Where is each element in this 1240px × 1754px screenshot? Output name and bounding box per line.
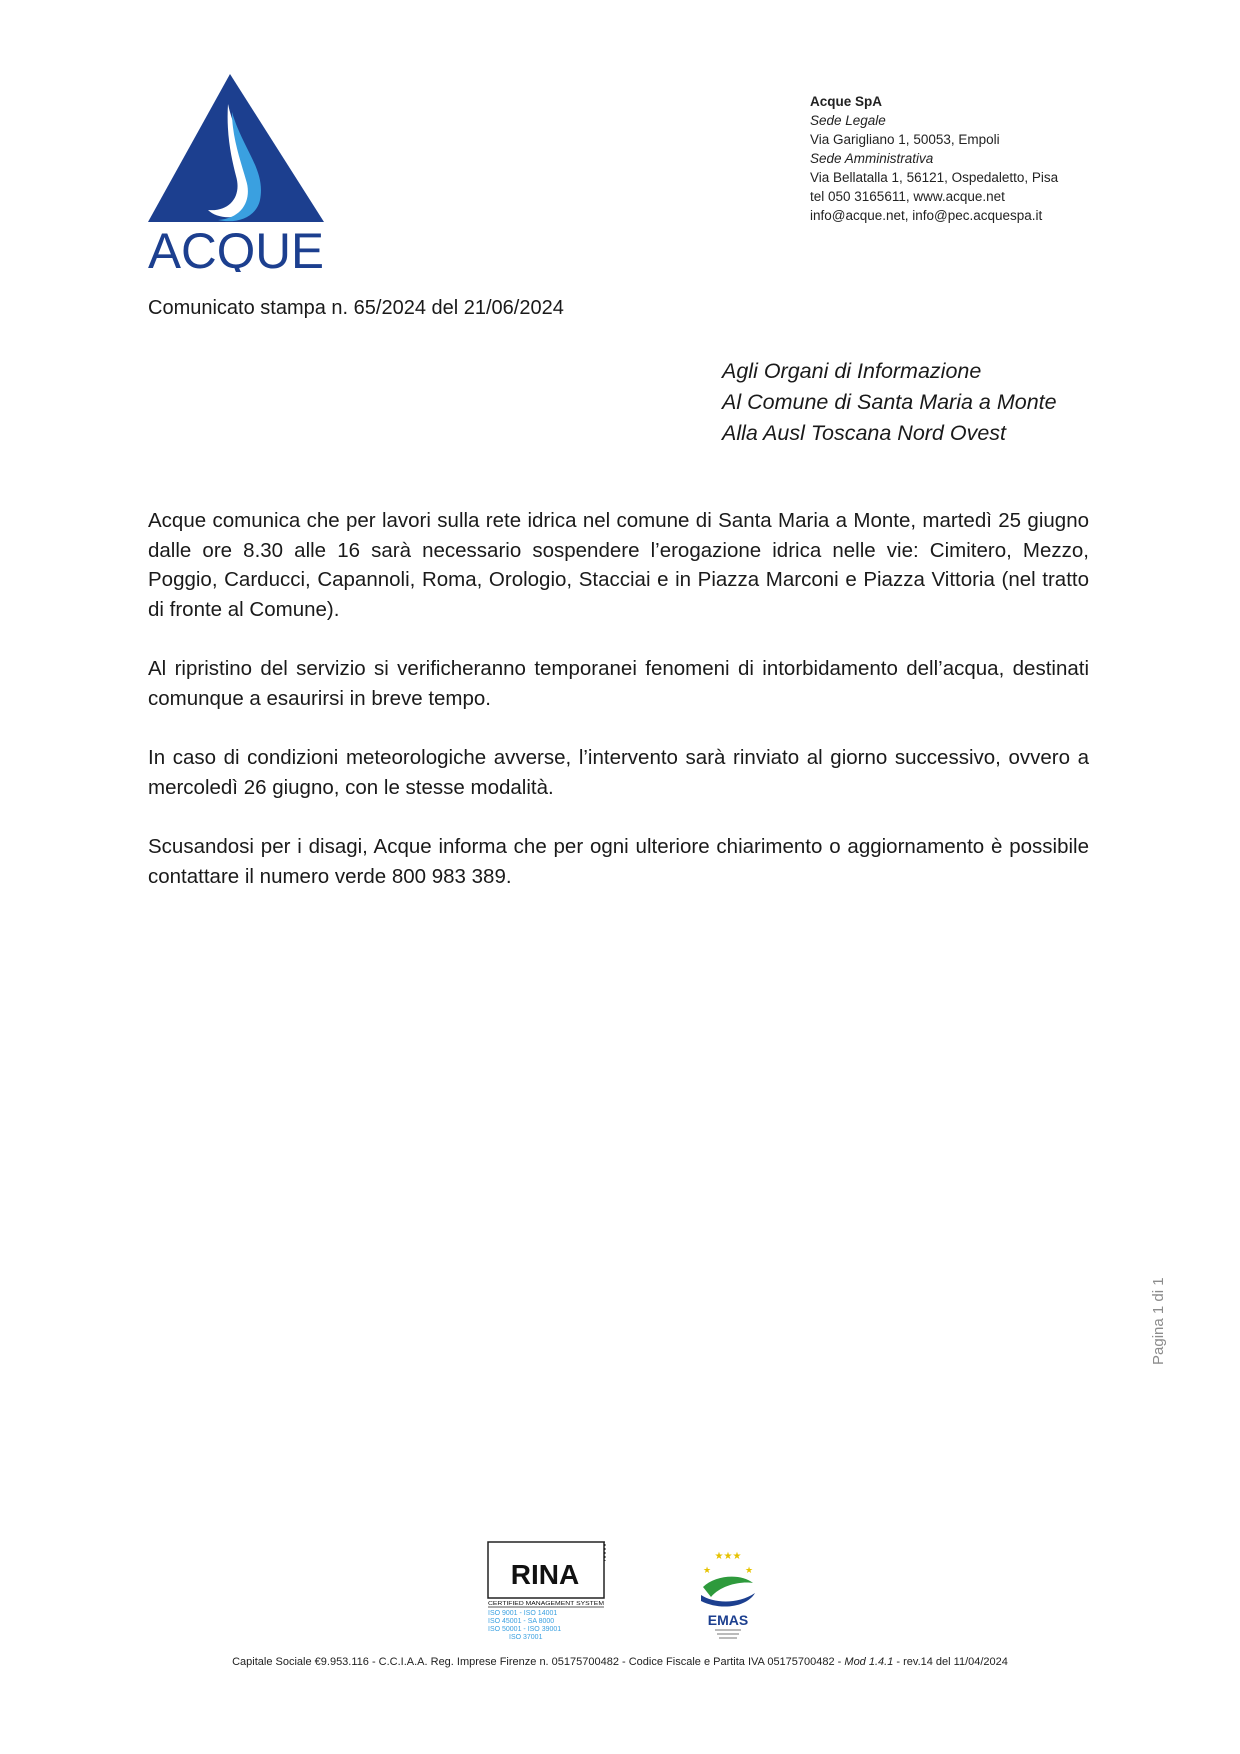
body-paragraph: Al ripristino del servizio si verificheranno temporanei fenomeni di intorbidamento dell’acqua, destinati comunque a esaurirsi in breve tempo. [148,657,1089,710]
emas-logo [693,1545,763,1643]
page-number: Pagina 1 di 1 [1150,1277,1167,1365]
svg-text:ISO 45001 - SA 8000: ISO 45001 - SA 8000 [488,1618,555,1625]
company-contacts: tel 050 3165611, www.acque.net [810,189,1005,204]
rina-certification-logo [487,1541,607,1641]
footer-revision: - rev.14 del 11/04/2024 [893,1656,1008,1668]
logo-wordmark: ACQUE [148,223,324,272]
svg-text:ISO 50001 - ISO 39001: ISO 50001 - ISO 39001 [488,1626,562,1633]
recipient-line: Agli Organi di Informazione [722,359,982,383]
recipient-line: Alla Ausl Toscana Nord Ovest [722,421,1007,445]
svg-text:ISO 37001: ISO 37001 [509,1634,543,1641]
footer-mod: Mod 1.4.1 [844,1656,894,1668]
legal-office-address: Via Garigliano 1, 50053, Empoli [810,132,1000,147]
svg-text:EMAS: EMAS [707,1612,749,1628]
acque-logo [148,72,328,272]
footer [0,1656,1240,1668]
admin-office-address: Via Bellatalla 1, 56121, Ospedaletto, Pisa [810,170,1059,185]
recipient-line: Al Comune di Santa Maria a Monte [722,390,1057,414]
body-paragraph: Acque comunica che per lavori sulla rete idrica nel comune di Santa Maria a Monte, martedì 25 giugno dalle ore 8.30 alle 16 sarà necessario sospendere l’erogazione idrica nelle vie: Cimitero, Mezzo, Poggio, Carducci, Capannoli, Roma, Orologio, Stacciai e in Piazza Marconi e Piazza Vittoria (nel tratto di fronte al Comune). [148,509,1089,621]
svg-text:CERTIFIED MANAGEMENT SYSTEM: CERTIFIED MANAGEMENT SYSTEM [488,1601,605,1607]
footer-legal-text: Capitale Sociale €9.953.116 - C.C.I.A.A. Reg. Imprese Firenze n. 05175700482 - Codice Fiscale e Partita IVA 05175700482 - [232,1656,845,1668]
svg-text:★: ★ [745,1565,754,1575]
body-paragraph: Scusandosi per i disagi, Acque informa che per ogni ulteriore chiarimento o aggiornamento è possibile contattare il numero verde 800 983 389. [148,835,1089,888]
body-paragraph: In caso di condizioni meteorologiche avverse, l’intervento sarà rinviato al giorno successivo, ovvero a mercoledì 26 giugno, con le stesse modalità. [148,746,1089,799]
company-name: Acque SpA [810,94,883,109]
legal-office-label: Sede Legale [810,113,886,128]
svg-text:★: ★ [703,1565,712,1575]
svg-text:★★★: ★★★ [714,1551,742,1562]
press-release-subject: Comunicato stampa n. 65/2024 del 21/06/2024 [148,297,564,319]
recipients-block [722,356,1057,449]
admin-office-label: Sede Amministrativa [810,151,934,166]
company-emails: info@acque.net, info@pec.acquespa.it [810,208,1043,223]
svg-text:RINA: RINA [510,1559,580,1590]
svg-text:ISO 9001 - ISO 14001: ISO 9001 - ISO 14001 [488,1610,558,1617]
company-info [810,92,1058,225]
press-release-body [148,506,1089,921]
